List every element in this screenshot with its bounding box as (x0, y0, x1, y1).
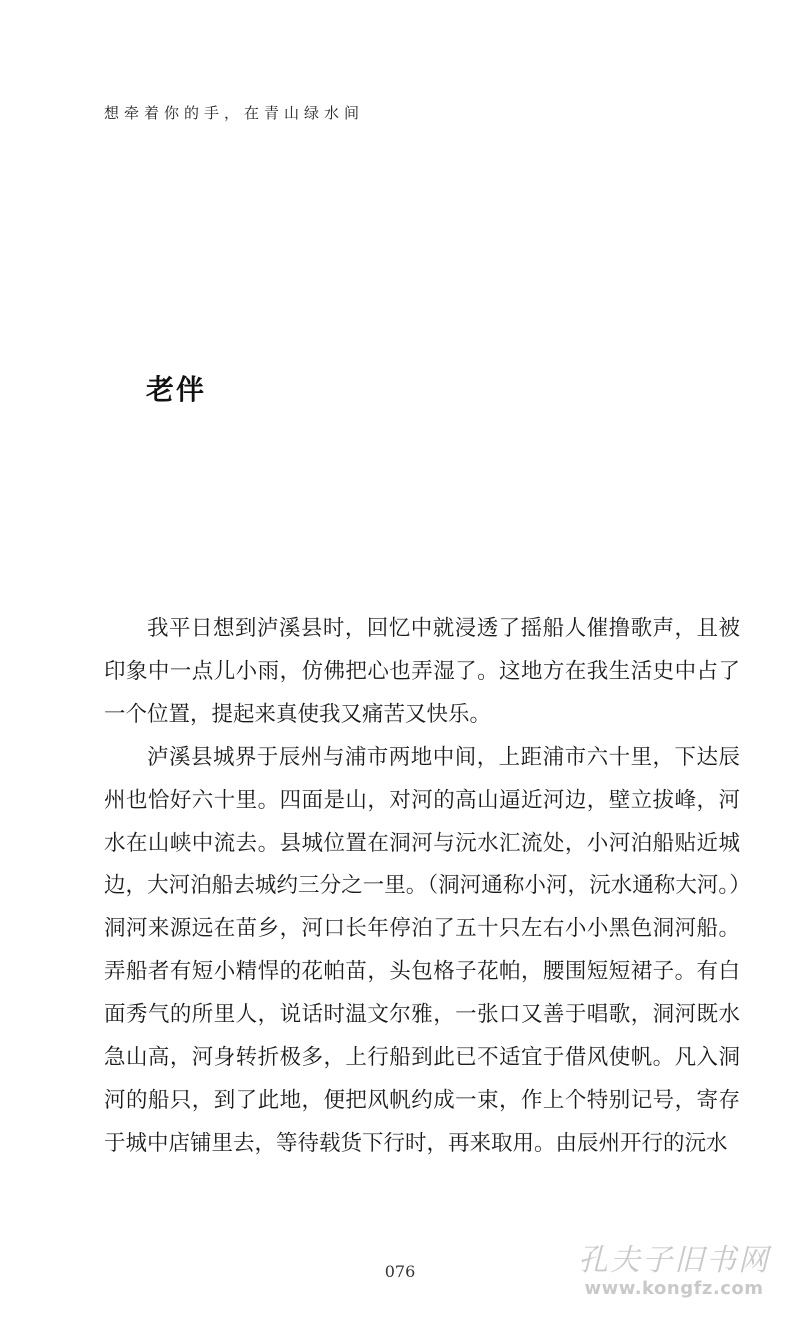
body-text (104, 608, 740, 1166)
page-number: 076 (384, 1262, 416, 1281)
watermark-name: 孔夫子旧书网 (578, 1243, 770, 1278)
chapter-title: 老伴 (146, 373, 207, 406)
watermark (568, 1244, 780, 1300)
paragraph-2: 泸溪县城界于辰州与浦市两地中间，上距浦市六十里，下达辰州也恰好六十里。四面是山，对河的高山逼近河边，壁立拔峰，河水在山峡中流去。县城位置在洞河与沅水汇流处，小河泊船贴近城边，大河泊船去城约三分之一里。（洞河通称小河，沅水通称大河。）洞河来源远在苗乡，河口长年停泊了五十只左右小小黑色洞河船。弄船者有短小精悍的花帕苗，头包格子花帕，腰围短短裙子。有白面秀气的所里人，说话时温文尔雅，一张口又善于唱歌，洞河既水急山高，河身转折极多，上行船到此已不适宜于借风使帆。凡入洞河的船只，到了此地，便把风帆约成一束，作上个特别记号，寄存于城中店铺里去，等待载货下行时，再来取用。由辰州开行的沅水 (104, 744, 740, 1156)
running-head: 想牵着你的手，在青山绿水间 (104, 104, 365, 122)
watermark-url: www.kongfz.com (584, 1278, 764, 1299)
paragraph-1: 我平日想到泸溪县时，回忆中就浸透了摇船人催撸歌声，且被印象中一点儿小雨，仿佛把心也弄湿了。这地方在我生活史中占了一个位置，提起来真使我又痛苦又快乐。 (104, 616, 740, 727)
